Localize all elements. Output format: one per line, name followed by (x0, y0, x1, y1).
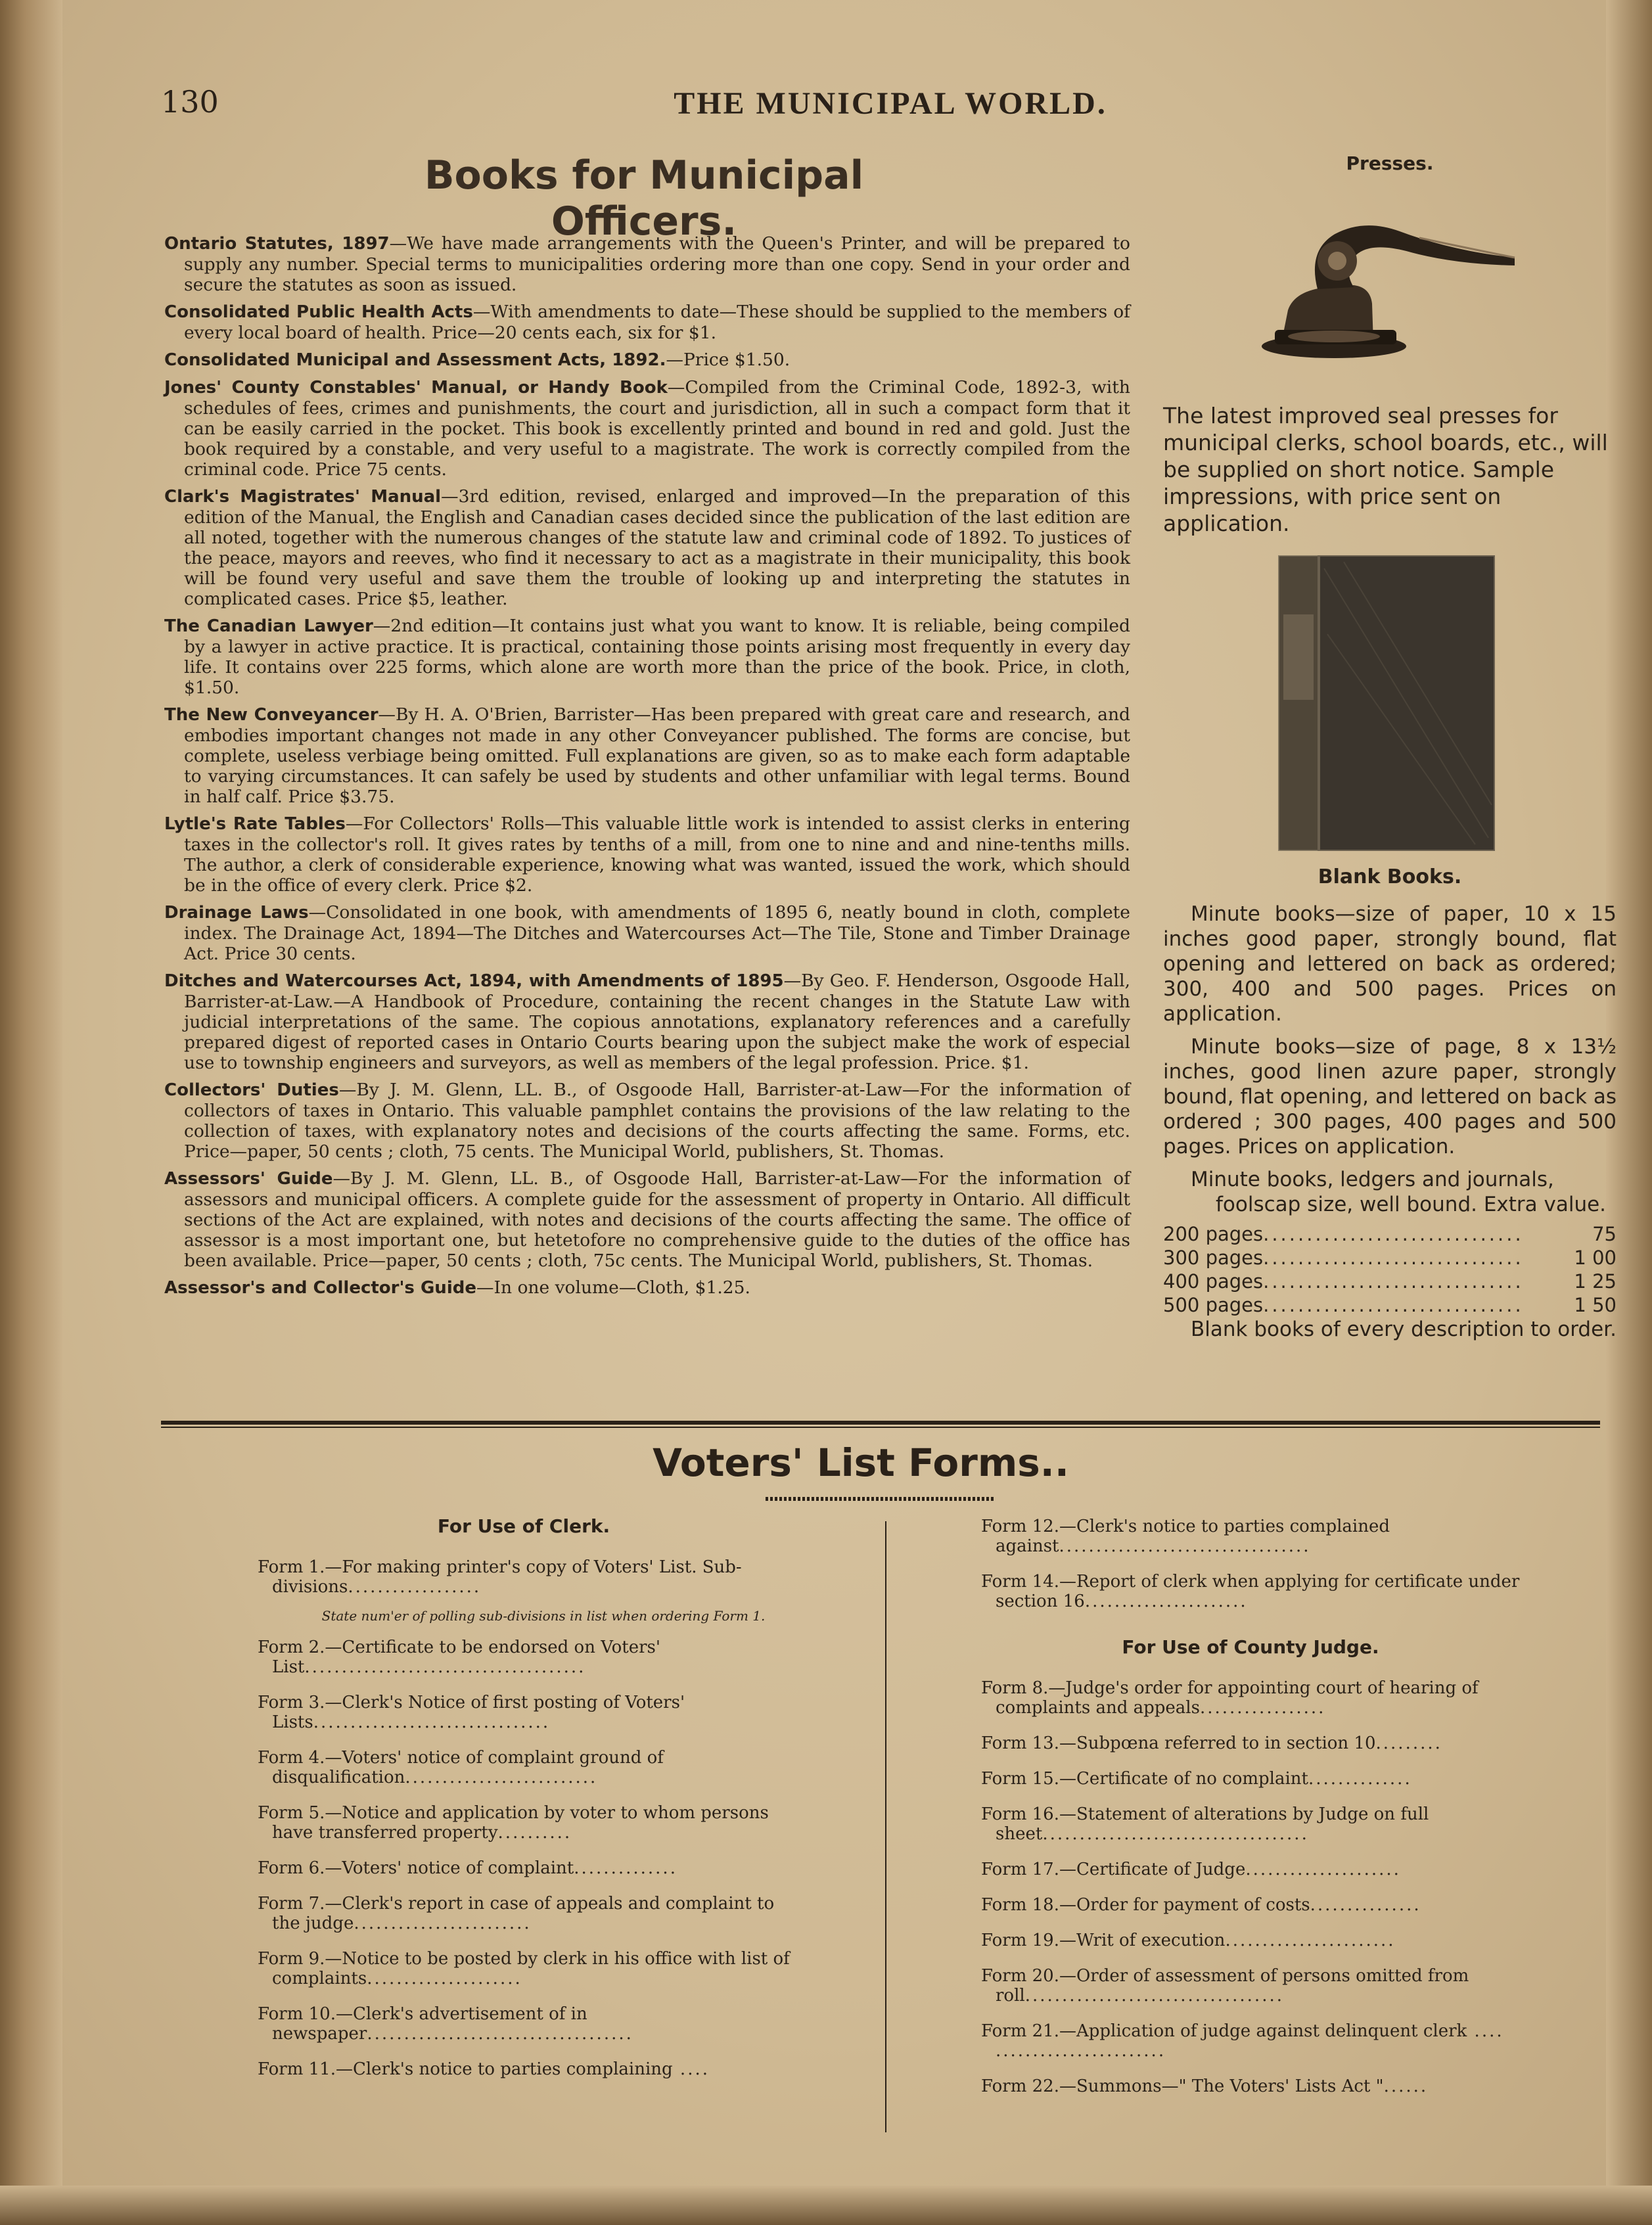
form-item (258, 1894, 790, 1933)
book-entry (164, 616, 1130, 698)
price-row (1163, 1270, 1617, 1293)
form-item (981, 1860, 1520, 1879)
price-pages: 400 pages (1163, 1270, 1264, 1293)
form-item (981, 2021, 1520, 2061)
book-description: —By J. M. Glenn, LL. B., of Osgoode Hall, Barrister-at-Law—For the information of collectors of taxes in Ontario. This valuable pamphlet contains the provisions of the law relating to the collection of taxes, with explanatory notes and decisions of the courts affecting the same. Forms, etc. Price—paper, 50 cents ; cloth, 75 cents. The Municipal World, publishers, St. Thomas. (184, 1080, 1130, 1162)
price-row (1163, 1293, 1617, 1317)
form-label: Form 1.—For making printer's copy of Voters' List. Sub-divisions (258, 1557, 742, 1597)
page-edge-bottom (0, 2186, 1652, 2225)
form-label: Form 2.—Certificate to be endorsed on Voters' List (258, 1638, 661, 1677)
form-item (981, 1804, 1520, 1844)
book-title: The New Conveyancer (164, 705, 379, 725)
price-pages: 300 pages (1163, 1247, 1264, 1269)
book-entry (164, 814, 1130, 896)
price-value: 1 00 (1574, 1247, 1617, 1269)
book-title: Jones' County Constables' Manual, or Handy Book (164, 378, 668, 398)
dot-leader: .... (672, 2059, 710, 2079)
dot-leader: ................. (1199, 1698, 1326, 1718)
dot-leader: .... ....................... (996, 2021, 1504, 2061)
book-entry (164, 1168, 1130, 1271)
book-description: —Price $1.50. (666, 350, 791, 370)
form-label: Form 7.—Clerk's report in case of appeals and complaint to the judge (258, 1894, 775, 1933)
book-description: —Consolidated in one book, with amendments of 1895 6, neatly bound in cloth, complete index. The Drainage Act, 1894—The Ditches and Watercourses Act—The Tile, Stone and Timber Drainage Act. Price 30 cents. (184, 902, 1130, 964)
form-item (258, 2004, 790, 2044)
journal-title: THE MUNICIPAL WORLD. (674, 86, 1107, 121)
dot-leader: ..................... (367, 1969, 522, 1988)
book-entry (164, 971, 1130, 1073)
form-item (981, 1931, 1520, 1950)
column-divider (885, 1521, 886, 2132)
book-title: Consolidated Municipal and Assessment Acts, 1892. (164, 350, 666, 370)
form-label: Form 8.—Judge's order for appointing court of hearing of complaints and appeals (981, 1678, 1479, 1718)
book-entries (164, 233, 1130, 1305)
form-item (981, 1966, 1520, 2006)
book-title: Collectors' Duties (164, 1080, 339, 1100)
sidebar (1163, 152, 1617, 1342)
price-pages: 200 pages (1163, 1223, 1264, 1245)
dot-leader: .................................... (1042, 1824, 1309, 1844)
seal-press-illustration (1255, 212, 1525, 363)
form-label: Form 18.—Order for payment of costs (981, 1895, 1310, 1915)
ledgers-note: Minute books, ledgers and journals, foolscap size, well bound. Extra value. (1191, 1168, 1607, 1216)
book-description: —By H. A. O'Brien, Barrister—Has been prepared with great care and research, and embodies important changes not made in any other Conveyancer published. The forms are concise, but complete, useless verbiage being omitted. Full explanations are given, so as to make each form adaptable to varying circumstances. It can safely be used by students and other unfamiliar with legal terms. Bound in half calf. Price $3.75. (184, 704, 1130, 807)
form-label: Form 3.—Clerk's Notice of first posting of Voters' Lists (258, 1693, 685, 1732)
book-title: The Canadian Lawyer (164, 616, 373, 636)
form-label: Form 11.—Clerk's notice to parties complaining (258, 2059, 673, 2079)
form-label: Form 15.—Certificate of no complaint (981, 1769, 1308, 1789)
section-divider (161, 1421, 1600, 1425)
price-value: 75 (1592, 1223, 1617, 1245)
form-label: Form 12.—Clerk's notice to parties complained against (981, 1517, 1390, 1556)
clerk-heading: For Use of Clerk. (437, 1515, 610, 1537)
form-item (258, 1858, 790, 1878)
form-item (258, 1557, 790, 1597)
book-description: —By J. M. Glenn, LL. B., of Osgoode Hall, Barrister-at-Law—For the information of assessors and municipal officers. A complete guide for the assessment of property in Ontario. All difficult sections of the Act are explained, with notes and decisions of the courts affecting the same. The office of assessor is a most important one, but hetetofore no comprehensive guide to the duties of the office has been available. Price—paper, 50 cents ; cloth, 75c cents. The Municipal World, publishers, St. Thomas. (184, 1168, 1130, 1271)
book-title: Ontario Statutes, 1897 (164, 234, 390, 254)
price-pages: 500 pages (1163, 1294, 1264, 1316)
form-item (981, 1895, 1520, 1915)
dot-leader: ....................... (1225, 1931, 1396, 1950)
minute-books-paragraph: Minute books—size of page, 8 x 13½ inches, good linen azure paper, strongly bound, flat opening, and lettered on back as ordered ; 300 pages, 400 pages and 500 pages. Prices on application. (1163, 1035, 1617, 1158)
book-entry (164, 486, 1130, 609)
form-item (981, 1517, 1520, 1556)
book-description: —3rd edition, revised, enlarged and improved—In the preparation of this edition of the Manual, the English and Canadian cases decided since the publication of the last edition are all noted, together with the numerous changes of the statute law and criminal code of 1892. To justices of the peace, mayors and reeves, who find it necessary to act as a magistrate in their municipality, this book will be found very useful and save them the trouble of looking up and interpreting the statutes in complicated cases. Price $5, leather. (184, 486, 1130, 609)
form-label: Form 5.—Notice and application by voter to whom persons have transferred property (258, 1803, 769, 1843)
form-item (258, 1748, 790, 1787)
book-entry (164, 704, 1130, 807)
form-label: Form 4.—Voters' notice of complaint ground of disqualification (258, 1748, 664, 1787)
form-label: Form 6.—Voters' notice of complaint (258, 1858, 574, 1878)
form-item (981, 1733, 1520, 1753)
minute-books-paragraph: Minute books—size of paper, 10 x 15 inches good paper, strongly bound, flat opening and lettered on back as ordered; 300, 400 and 500 pages. Prices on application. (1163, 902, 1617, 1026)
book-entry (164, 350, 1130, 371)
book-title: Consolidated Public Health Acts (164, 302, 473, 322)
book-entry (164, 902, 1130, 964)
dot-leader: .............................. (1263, 1223, 1524, 1245)
decorative-underline (766, 1497, 996, 1501)
book-description: —Compiled from the Criminal Code, 1892-3, with schedules of fees, crimes and punishments, the court and jurisdiction, all in such a compact form that it can be easily carried in the pocket. This book is excellently printed and bound in red and gold. Just the book required by a constable, and very useful to a magistrate. The work is correctly compiled from the criminal code. Price 75 cents. (184, 377, 1130, 480)
form-item (981, 1769, 1520, 1789)
form-label: Form 10.—Clerk's advertisement of in newspaper (258, 2004, 587, 2044)
blank-books-footer: Blank books of every description to order. (1191, 1318, 1617, 1341)
form-label: Form 14.—Report of clerk when applying for certificate under section 16 (981, 1572, 1520, 1611)
form-label: Form 13.—Subpœna referred to in section 10 (981, 1733, 1376, 1753)
voters-heading: Voters' List Forms.. (653, 1440, 1069, 1485)
form-item (981, 1572, 1520, 1611)
form-item (258, 2059, 790, 2079)
blank-book-illustration (1278, 555, 1495, 851)
dot-leader: ...................................... (304, 1657, 586, 1677)
section-divider (161, 1427, 1600, 1428)
form-label: Form 16.—Statement of alterations by Judge on full sheet (981, 1804, 1429, 1844)
book-title: Drainage Laws (164, 903, 309, 923)
book-description: —By Geo. F. Henderson, Osgoode Hall, Barrister-at-Law.—A Handbook of Procedure, containing the recent changes in the Statute Law with judicial interpretations of the same. The copious annotations, explanatory references and a carefully prepared digest of reported cases in Ontario Courts bearing upon the subject make the work of especial use to township engineers and surveyors, as well as members of the legal profession. Price. $1. (184, 971, 1130, 1073)
ordering-note: State num'er of polling sub-divisions in list when ordering Form 1. (321, 1608, 766, 1624)
dot-leader: ...................... (1084, 1592, 1248, 1611)
book-entry (164, 1277, 1130, 1298)
book-description: —In one volume—Cloth, $1.25. (476, 1277, 750, 1298)
dot-leader: ...... (1383, 2076, 1429, 2096)
judge-forms-column (981, 1517, 1520, 2112)
dot-leader: ............... (1310, 1895, 1421, 1915)
form-item (981, 2076, 1520, 2096)
dot-leader: ......... (1375, 1733, 1442, 1753)
dot-leader: ........................ (354, 1914, 532, 1933)
dot-leader: .............. (574, 1858, 677, 1878)
price-value: 1 25 (1574, 1270, 1617, 1293)
form-label: Form 22.—Summons—" The Voters' Lists Act " (981, 2076, 1384, 2096)
book-entry (164, 377, 1130, 480)
dot-leader: .................................. (1059, 1536, 1311, 1556)
dot-leader: .............................. (1263, 1294, 1524, 1316)
dot-leader: .......................... (405, 1768, 598, 1787)
dot-leader: ..................... (1245, 1860, 1401, 1879)
form-item (981, 1678, 1520, 1718)
price-row (1163, 1222, 1617, 1246)
price-row (1163, 1246, 1617, 1270)
presses-heading: Presses. (1346, 152, 1434, 174)
dot-leader: .................................... (367, 2024, 633, 2044)
form-item (258, 1693, 790, 1732)
book-entry (164, 233, 1130, 295)
form-item (258, 1949, 790, 1988)
book-title: Assessors' Guide (164, 1169, 333, 1189)
book-description: —With amendments to date—These should be supplied to the members of every local board of health. Price—20 cents each, six for $1. (184, 302, 1130, 343)
form-label: Form 9.—Notice to be posted by clerk in his office with list of complaints (258, 1949, 790, 1988)
form-label: Form 21.—Application of judge against delinquent clerk (981, 2021, 1467, 2041)
dot-leader: ................................... (1024, 1986, 1284, 2006)
form-label: Form 20.—Order of assessment of persons omitted from roll (981, 1966, 1469, 2006)
book-title: Lytle's Rate Tables (164, 814, 346, 834)
form-item (258, 1803, 790, 1843)
blank-books-heading: Blank Books. (1318, 865, 1462, 888)
dot-leader: .............. (1308, 1769, 1412, 1789)
form-item (258, 1638, 790, 1677)
form-label: Form 17.—Certificate of Judge (981, 1860, 1246, 1879)
page-number: 130 (161, 84, 219, 120)
page-edge-left (0, 0, 62, 2225)
book-description: —2nd edition—It contains just what you want to know. It is reliable, being compiled by a lawyer in active practice. It is practical, containing those points arising most frequently in every day life. It contains over 225 forms, which alone are worth more than the price of the book. Price, in cloth, $1.50. (184, 616, 1131, 698)
dot-leader: .......... (497, 1823, 572, 1843)
dot-leader: ................................ (313, 1712, 551, 1732)
book-description: —For Collectors' Rolls—This valuable little work is intended to assist clerks in entering taxes in the collector's roll. It gives rates by tenths of a mill, from one to nine and and nine-tenths mills. The author, a clerk of considerable experience, knowing what was wanted, issued the work, which should be in the office of every clerk. Price $2. (184, 814, 1130, 896)
book-entry (164, 1080, 1130, 1162)
book-title: Clark's Magistrates' Manual (164, 487, 442, 507)
judge-heading: For Use of County Judge. (1122, 1636, 1379, 1658)
presses-description: The latest improved seal presses for municipal clerks, school boards, etc., will be supplied on short notice. Sample impressions, with price sent on application. (1163, 403, 1608, 536)
book-title: Assessor's and Collector's Guide (164, 1278, 476, 1298)
dot-leader: .............................. (1263, 1270, 1524, 1293)
book-description: —We have made arrangements with the Queen's Printer, and will be prepared to supply any number. Special terms to municipalities ordering more than one copy. Send in your order and secure the statutes as soon as issued. (184, 233, 1130, 295)
form-label: Form 19.—Writ of execution (981, 1931, 1226, 1950)
dot-leader: .................. (348, 1577, 482, 1597)
dot-leader: .............................. (1263, 1247, 1524, 1269)
clerk-forms-column (258, 1517, 790, 2095)
book-title: Ditches and Watercourses Act, 1894, with Amendments of 1895 (164, 971, 784, 991)
book-entry (164, 302, 1130, 343)
books-heading: Books for Municipal Officers. (424, 152, 864, 244)
price-value: 1 50 (1574, 1294, 1617, 1316)
